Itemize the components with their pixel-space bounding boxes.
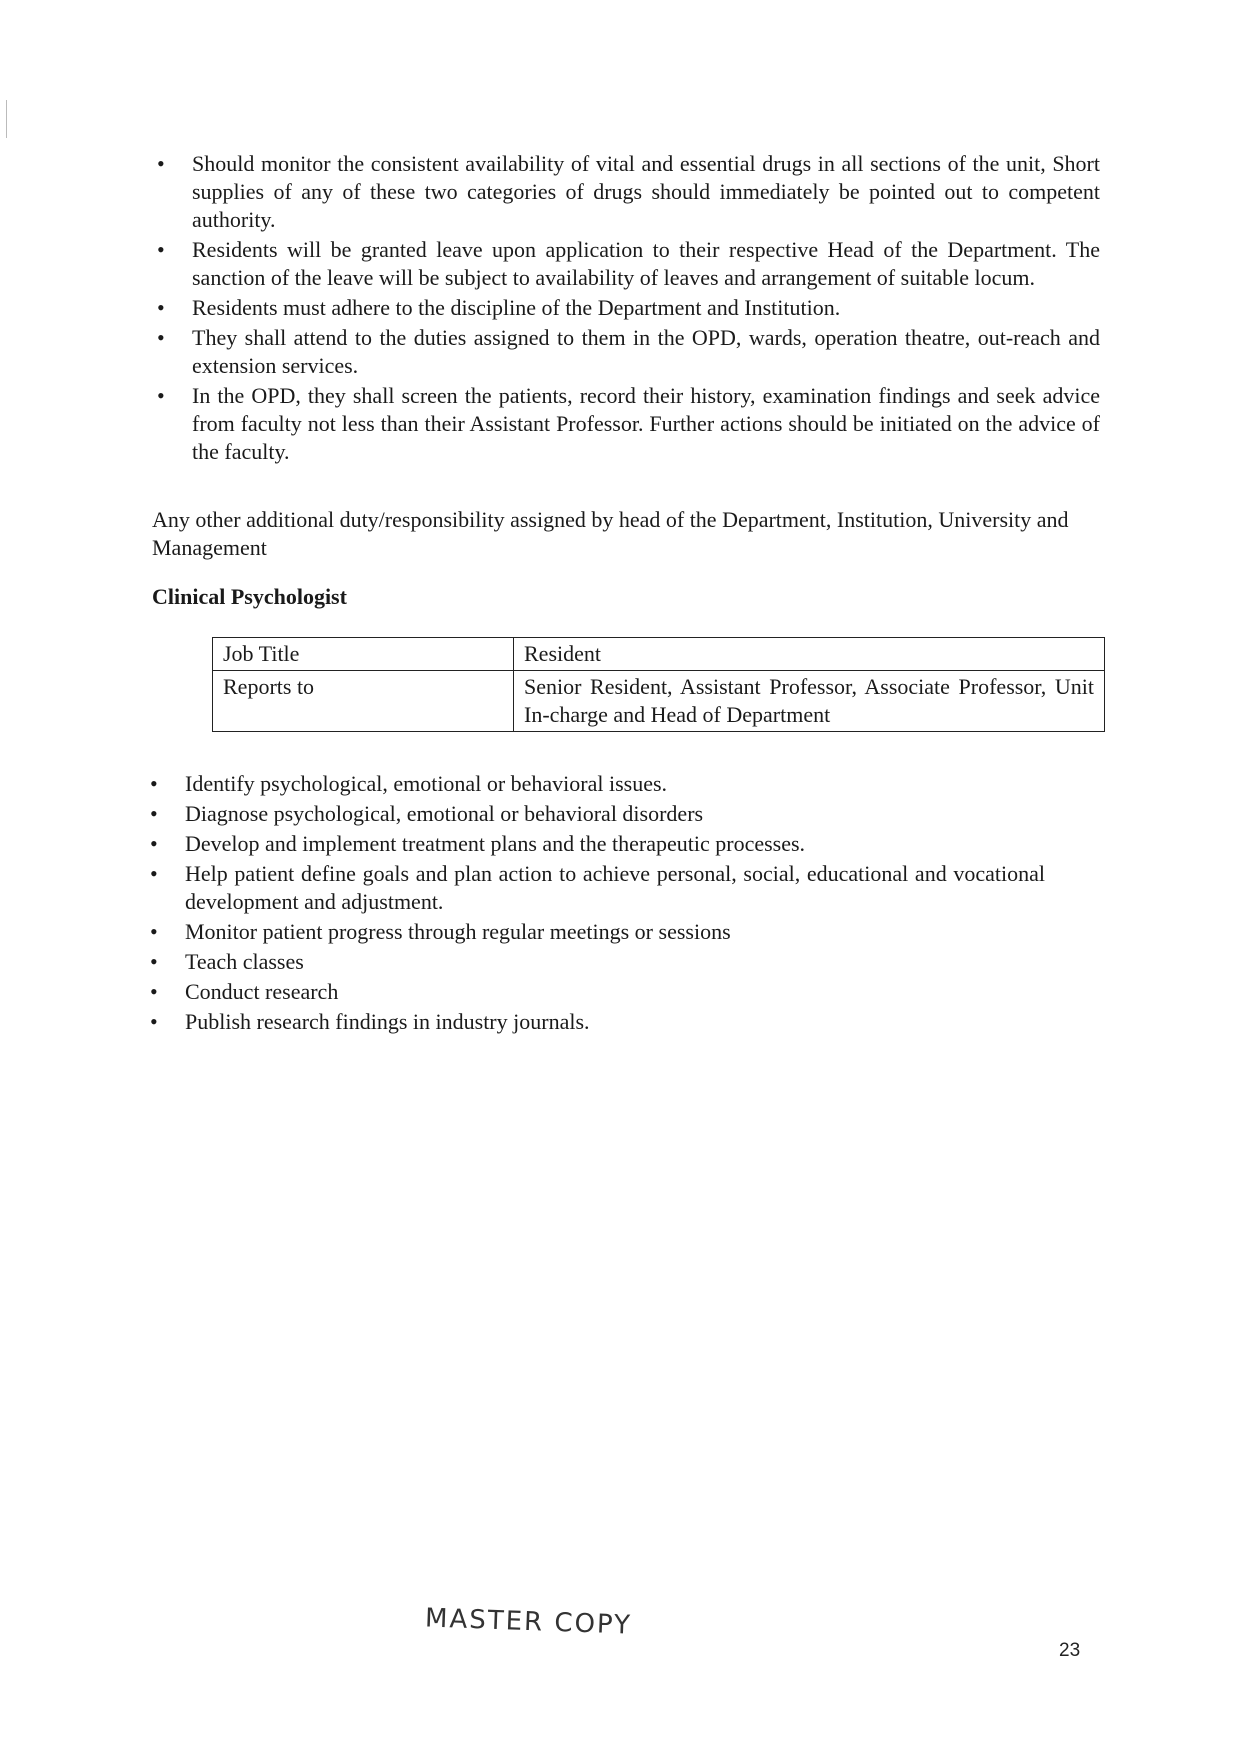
list-item: • Should monitor the consistent availability of vital and essential drugs in all sections of the unit, Short supplies of any of these two categories of drugs should immediately be pointed out to competent authority. [192,150,1100,234]
list-item: • They shall attend to the duties assigned to them in the OPD, wards, operation theatre, out-reach and extension services. [192,324,1100,380]
job-title-label: Job Title [213,638,514,671]
list-item: • Identify psychological, emotional or behavioral issues. [185,770,1045,798]
list-item: • Monitor patient progress through regular meetings or sessions [185,918,1045,946]
reports-to-value: Senior Resident, Assistant Professor, Associate Professor, Unit In-charge and Head of Department [514,671,1105,732]
list-item: • Residents will be granted leave upon application to their respective Head of the Department. The sanction of the leave will be subject to availability of leaves and arrangement of suitable locum. [192,236,1100,292]
resident-duties-list [192,150,1100,468]
list-item: • Teach classes [185,948,1045,976]
reports-to-label: Reports to [213,671,514,732]
master-copy-stamp: MASTER COPY [424,1603,633,1641]
psychologist-duties-list [185,770,1045,1038]
list-item: • Develop and implement treatment plans and the therapeutic processes. [185,830,1045,858]
section-heading: Clinical Psychologist [152,584,347,609]
table-row [213,638,1105,671]
page-number: 23 [1059,1640,1081,1661]
job-title-value: Resident [514,638,1105,671]
scan-margin-mark [6,100,7,138]
list-item: • Diagnose psychological, emotional or behavioral disorders [185,800,1045,828]
list-item: • Help patient define goals and plan action to achieve personal, social, educational and vocational development and adjustment. [185,860,1045,916]
list-item: • Residents must adhere to the discipline of the Department and Institution. [192,294,1100,322]
table-row [213,671,1105,732]
job-details-table [212,637,1105,732]
list-item: • Conduct research [185,978,1045,1006]
list-item: • Publish research findings in industry journals. [185,1008,1045,1036]
list-item: • In the OPD, they shall screen the patients, record their history, examination findings and seek advice from faculty not less than their Assistant Professor. Further actions should be initiated on the advice of the faculty. [192,382,1100,466]
additional-duty-paragraph: Any other additional duty/responsibility assigned by head of the Department, Institution, University and Management [152,507,1069,560]
